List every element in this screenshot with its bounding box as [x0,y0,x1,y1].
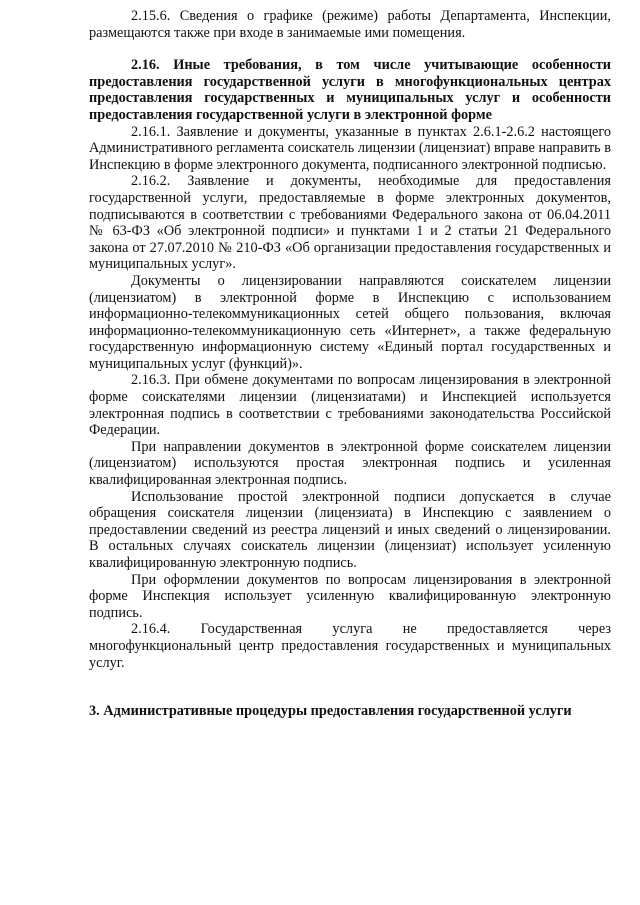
paragraph-sending-docs: При направлении документов в электронной форме соискателем лицензии (лицензиатом) используются простая электронная подпись и усиленная квалифицированная электронная подпись. [89,438,611,489]
heading-2-16: 2.16. Иные требования, в том числе учитывающие особенности предоставления государственной услуги в многофункциональных центрах предоставления государственных и муниципальных услуг и особенности предоставления государственной услуги в электронной форме [89,57,611,123]
paragraph-docs-licensing: Документы о лицензировании направляются соискателем лицензии (лицензиатом) в электронной форме в Инспекцию с использованием информационно-телекоммуникационных сетей общего пользования, включая информационно-телекоммуникационную сеть «Интернет», а также федеральную государственную информационную систему «Единый портал государственных и муниципальных услуг (функций)». [89,272,611,372]
document-page [89,8,611,720]
paragraph-2-16-2: 2.16.2. Заявление и документы, необходимые для предоставления государственной услуги, предоставляемые в форме электронных документов, подписываются в соответствии с требованиями Федерального закона от 06.04.2011 № 63-ФЗ «Об электронной подписи» и пунктами 1 и 2 статьи 21 Федерального закона от 27.07.2010 № 210-ФЗ «Об организации предоставления государственных и муниципальных услуг». [89,173,611,273]
paragraph-inspection-signature: При оформлении документов по вопросам лицензирования в электронной форме Инспекция использует усиленную квалифицированную электронную подпись. [89,571,611,621]
paragraph-2-16-3: 2.16.3. При обмене документами по вопросам лицензирования в электронной форме соискателями лицензии (лицензиатами) и Инспекцией используется электронная подпись в соответствии с требованиями законодательства Российской Федерации. [89,372,611,439]
paragraph-2-15-6: 2.15.6. Сведения о графике (режиме) работы Департамента, Инспекции, размещаются также при входе в занимаемые ими помещения. [89,8,611,41]
paragraph-2-16-1: 2.16.1. Заявление и документы, указанные в пунктах 2.6.1-2.6.2 настоящего Административного регламента соискатель лицензии (лицензиат) вправе направить в Инспекцию в форме электронного документа, подписанного электронной подписью. [89,123,611,173]
paragraph-simple-signature: Использование простой электронной подписи допускается в случае обращения соискателя лицензии (лицензиата) в Инспекцию с заявлением о предоставлении сведений из реестра лицензий и иных сведений о лицензировании. В остальных случаях соискатель лицензии (лицензиат) использует усиленную квалифицированную электронную подпись. [89,488,611,571]
paragraph-2-16-4: 2.16.4. Государственная услуга не предоставляется через многофункциональный центр предоставления государственных и муниципальных услуг. [89,621,611,671]
section-3-title: 3. Административные процедуры предоставления государственной услуги [89,703,572,720]
